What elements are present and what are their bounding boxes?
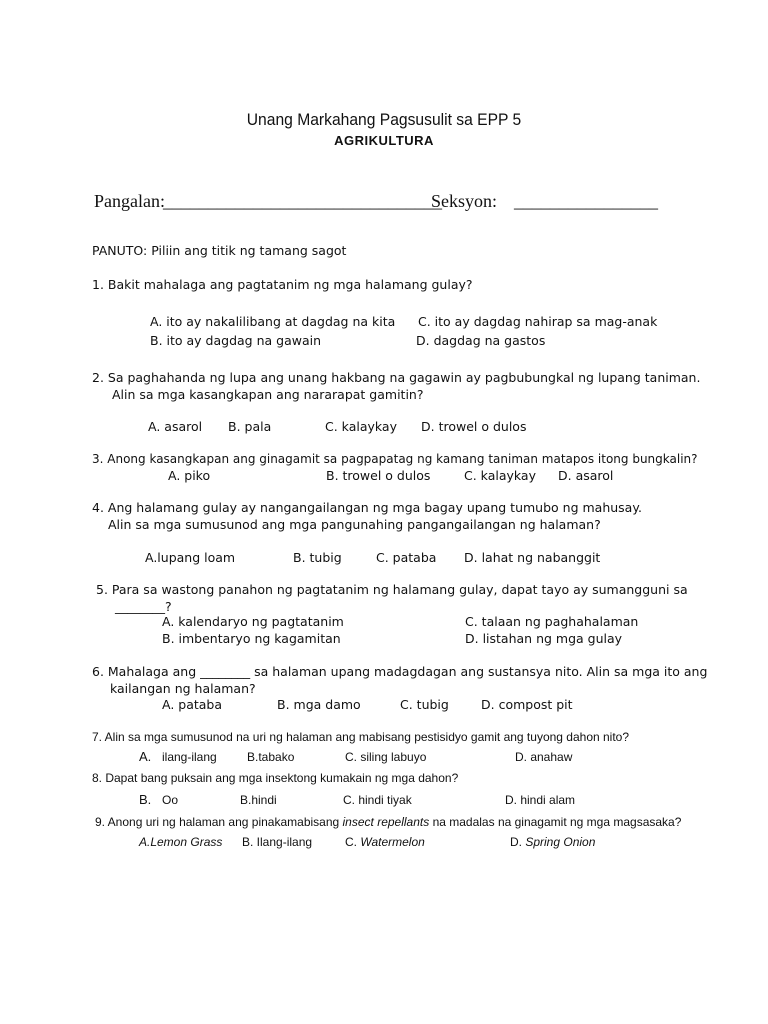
section-blank: ________________: [514, 191, 658, 211]
question-9-part-1: 9. Anong uri ng halaman ang pinakamabisang: [95, 815, 343, 829]
question-4: 4. Ang halamang gulay ay nangangailangan ng mga bagay upang tumubo ng mahusay.: [92, 500, 642, 515]
q1-option-d: D. dagdag na gastos: [416, 333, 546, 348]
exam-subtitle: AGRIKULTURA: [334, 133, 434, 148]
q9-option-d: [510, 835, 595, 849]
q9-option-b: B. Ilang-ilang: [242, 835, 313, 849]
q8-option-d: D. hindi alam: [505, 793, 576, 807]
q5-option-d: D. listahan ng mga gulay: [465, 631, 623, 646]
q8-option-a: Oo: [162, 793, 179, 807]
q9-option-d-letter: D.: [510, 835, 526, 849]
q5-option-c: C. talaan ng paghahalaman: [465, 614, 639, 629]
q2-option-d: D. trowel o dulos: [421, 419, 527, 434]
q8-option-a-letter: B.: [139, 792, 152, 807]
q4-option-b: B. tubig: [293, 550, 342, 565]
q1-option-b: B. ito ay dagdag na gawain: [150, 333, 322, 348]
question-6: 6. Mahalaga ang ________ sa halaman upang madagdagan ang sustansya nito. Alin sa mga ito ang: [92, 664, 708, 679]
section-label: Seksyon:: [431, 191, 498, 211]
q3-option-b: B. trowel o dulos: [326, 468, 431, 483]
question-2: 2. Sa paghahanda ng lupa ang unang hakbang na gagawin ay pagbubungkal ng lupang taniman.: [92, 370, 701, 385]
q7-option-a-letter: A.: [139, 749, 152, 764]
question-5: 5. Para sa wastong panahon ng pagtatanim ng halamang gulay, dapat tayo ay sumangguni sa: [96, 582, 688, 597]
q6-option-c: C. tubig: [400, 697, 449, 712]
question-9-emphasis: insect repellants: [342, 815, 430, 829]
q4-option-c: C. pataba: [376, 550, 437, 565]
q2-option-a: A. asarol: [148, 419, 203, 434]
question-9: [95, 815, 681, 829]
question-5-line-2: ________?: [115, 599, 172, 614]
question-8: 8. Dapat bang puksain ang mga insektong kumakain ng mga dahon?: [92, 771, 459, 785]
q9-option-c-text: Watermelon: [360, 835, 425, 849]
question-2-line-2: Alin sa mga kasangkapan ang nararapat gamitin?: [112, 387, 424, 402]
q7-option-b: B.tabako: [247, 750, 295, 764]
q6-option-a: A. pataba: [162, 697, 223, 712]
q2-option-c: C. kalaykay: [325, 419, 397, 434]
question-9-part-3: na madalas na ginagamit ng mga magsasaka?: [429, 815, 682, 829]
q6-option-d: D. compost pit: [481, 697, 573, 712]
q3-option-c: C. kalaykay: [464, 468, 536, 483]
exam-title: Unang Markahang Pagsusulit sa EPP 5: [246, 110, 522, 129]
q8-option-c: C. hindi tiyak: [343, 793, 412, 807]
q9-option-c: [345, 835, 425, 849]
question-6-line-2: kailangan ng halaman?: [110, 681, 256, 696]
q5-option-a: A. kalendaryo ng pagtatanim: [162, 614, 344, 629]
q9-option-c-letter: C.: [345, 835, 361, 849]
name-label: Pangalan:: [94, 191, 165, 211]
q8-option-b: B.hindi: [240, 793, 277, 807]
q7-option-a: ilang-ilang: [162, 750, 217, 764]
q7-option-c: C. siling labuyo: [345, 750, 427, 764]
instructions: PANUTO: Piliin ang titik ng tamang sagot: [92, 243, 347, 258]
q4-option-d: D. lahat ng nabanggit: [464, 550, 601, 565]
q9-option-d-text: Spring Onion: [525, 835, 596, 849]
question-3: 3. Anong kasangkapan ang ginagamit sa pagpapatag ng kamang taniman matapos itong bungkalin?: [92, 452, 698, 466]
q5-option-b: B. imbentaryo ng kagamitan: [162, 631, 341, 646]
q7-option-d: D. anahaw: [515, 750, 573, 764]
q3-option-a: A. piko: [168, 468, 211, 483]
q1-option-a: A. ito ay nakalilibang at dagdag na kita: [150, 314, 396, 329]
q3-option-d: D. asarol: [558, 468, 614, 483]
question-7: 7. Alin sa mga sumusunod na uri ng halaman ang mabisang pestisidyo gamit ang tuyong dahon nito?: [92, 730, 630, 744]
q6-option-b: B. mga damo: [277, 697, 361, 712]
question-4-line-2: Alin sa mga sumusunod ang mga pangunahing pangangailangan ng halaman?: [108, 517, 601, 532]
question-1: 1. Bakit mahalaga ang pagtatanim ng mga halamang gulay?: [92, 277, 473, 292]
q9-option-a: A.Lemon Grass: [139, 835, 223, 849]
name-blank: _______________________________: [163, 191, 442, 211]
q1-option-c: C. ito ay dagdag nahirap sa mag-anak: [418, 314, 658, 329]
q2-option-b: B. pala: [228, 419, 272, 434]
q4-option-a: A.lupang loam: [145, 550, 236, 565]
